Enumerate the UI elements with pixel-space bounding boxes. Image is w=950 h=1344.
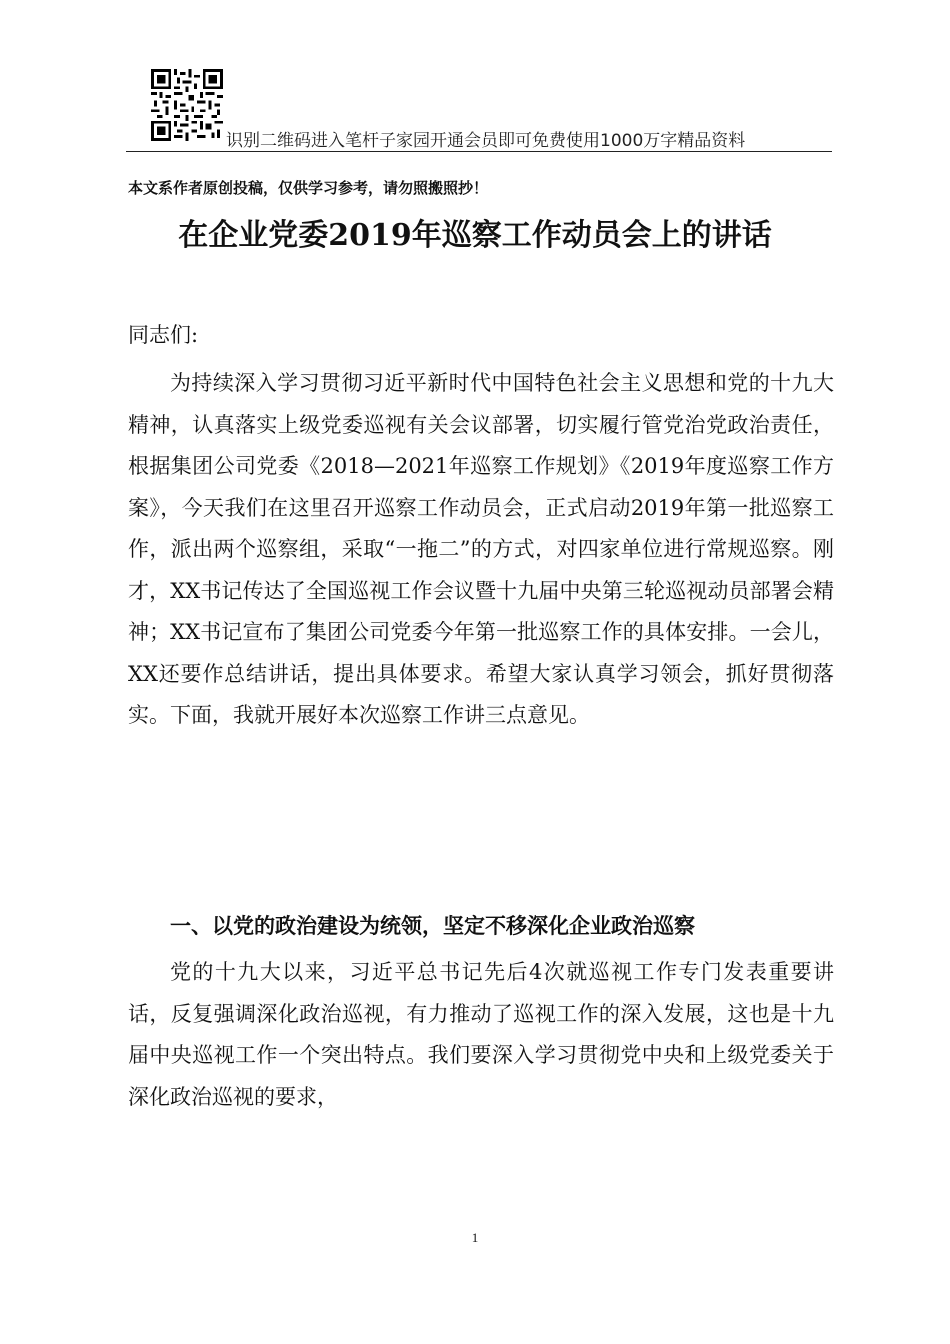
paragraph-section-1: 党的十九大以来，习近平总书记先后4次就巡视工作专门发表重要讲话，反复强调深化政治巡视，有力推动了巡视工作的深入发展，这也是十九届中央巡视工作一个突出特点。我们要深入学习贯彻党中央和上级党委关于深化政治巡视的要求， [128,960,834,1109]
document-title: 在企业党委2019年巡察工作动员会上的讲话 [178,218,772,253]
page-number: 1 [471,1230,479,1245]
disclaimer: 本文系作者原创投稿，仅供学习参考，请勿照搬照抄！ [128,179,489,197]
section-heading-1: 一、以党的政治建设为统领，坚定不移深化企业政治巡察 [170,914,695,938]
header-divider [126,151,832,152]
qr-code-icon [151,69,223,141]
header-qr-note: 识别二维码进入笔杆子家园开通会员即可免费使用1000万字精品资料 [226,131,746,151]
salutation: 同志们: [128,323,199,347]
paragraph-intro: 为持续深入学习贯彻习近平新时代中国特色社会主义思想和党的十九大精神，认真落实上级党委巡视有关会议部署，切实履行管党治党政治责任，根据集团公司党委《2018—2021年巡察工作规划》《2019年度巡察工作方案》，今天我们在这里召开巡察工作动员会，正式启动2019年第一批巡察工作，派出两个巡察组，采取“一拖二”的方式，对四家单位进行常规巡察。刚才，XX书记传达了全国巡视工作会议暨十九届中央第三轮巡视动员部署会精神；XX书记宣布了集团公司党委今年第一批巡察工作的具体安排。一会儿，XX还要作总结讲话，提出具体要求。希望大家认真学习领会，抓好贯彻落实。下面，我就开展好本次巡察工作讲三点意见。 [128,371,834,727]
